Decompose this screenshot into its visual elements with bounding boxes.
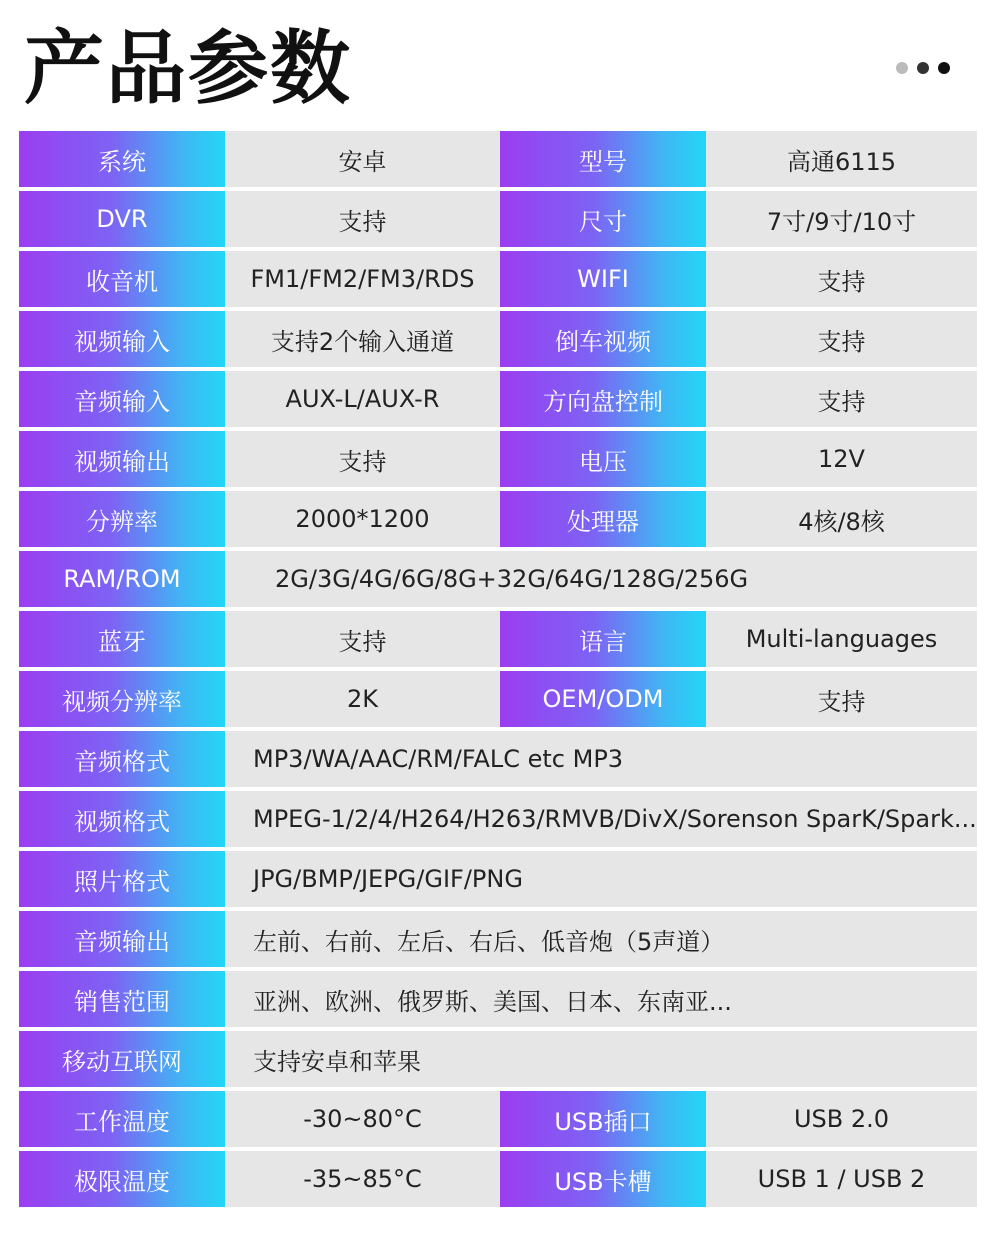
spec-label [19, 911, 225, 967]
spec-value [225, 671, 500, 727]
dot-indicator [917, 62, 929, 74]
spec-row [19, 1091, 977, 1147]
spec-row [19, 431, 977, 487]
spec-label [19, 1151, 225, 1207]
spec-label-text: 音频输入 [74, 387, 170, 416]
spec-value-wide-text: 2G/3G/4G/6G/8G+32G/64G/128G/256G [275, 565, 749, 593]
spec-label-text: 工作温度 [74, 1107, 170, 1136]
spec-label-text: 视频输出 [74, 447, 170, 476]
spec-label-text: 收音机 [86, 267, 158, 296]
spec-label [19, 851, 225, 907]
spec-value [706, 251, 977, 307]
spec-row [19, 311, 977, 367]
spec-label [19, 131, 225, 187]
spec-row [19, 671, 977, 727]
spec-label [500, 311, 706, 367]
spec-value-text: 12V [818, 445, 865, 473]
spec-value [706, 491, 977, 547]
spec-label [500, 1151, 706, 1207]
spec-label-text: 倒车视频 [555, 327, 651, 356]
spec-row [19, 131, 977, 187]
spec-value [225, 491, 500, 547]
spec-label [19, 671, 225, 727]
spec-value-wide [225, 791, 977, 847]
spec-label [500, 1091, 706, 1147]
spec-value-text: 支持2个输入通道 [270, 327, 455, 356]
spec-value-text: 支持 [817, 327, 866, 356]
spec-value [225, 1151, 500, 1207]
spec-label-text: 电压 [579, 447, 627, 476]
spec-label-text: 语言 [579, 627, 627, 656]
spec-row [19, 971, 977, 1027]
spec-value-text: USB 2.0 [793, 1105, 890, 1133]
spec-value [225, 431, 500, 487]
spec-value-text: -35~85°C [303, 1165, 422, 1193]
spec-row [19, 731, 977, 787]
spec-row [19, 251, 977, 307]
spec-value-text: 安卓 [338, 147, 387, 176]
spec-label-text: 尺寸 [579, 207, 627, 236]
spec-value [706, 1151, 977, 1207]
spec-value [225, 131, 500, 187]
spec-label-text: 系统 [98, 147, 146, 176]
spec-label [500, 431, 706, 487]
spec-label [19, 791, 225, 847]
spec-label-text: RAM/ROM [63, 565, 181, 593]
spec-label-text: 照片格式 [74, 867, 170, 896]
spec-value [225, 1091, 500, 1147]
spec-table [19, 131, 977, 1211]
spec-value-text: 支持 [338, 207, 387, 236]
spec-label-text: OEM/ODM [542, 685, 664, 713]
spec-label-text: 音频输出 [74, 927, 170, 956]
spec-value-wide-text: MPEG-1/2/4/H264/H263/RMVB/DivX/Sorenson SparK/Spark... [253, 805, 977, 833]
dot-indicator [896, 62, 908, 74]
spec-value [225, 251, 500, 307]
spec-value-wide-text: 支持安卓和苹果 [253, 1047, 421, 1076]
spec-label [500, 671, 706, 727]
spec-label-text: DVR [96, 205, 148, 233]
spec-value-text: Multi-languages [745, 625, 938, 653]
spec-value-wide-text: 亚洲、欧洲、俄罗斯、美国、日本、东南亚... [253, 987, 732, 1016]
spec-value-wide [225, 551, 977, 607]
spec-value [706, 191, 977, 247]
spec-value [225, 611, 500, 667]
spec-label [19, 551, 225, 607]
spec-label [500, 131, 706, 187]
spec-label [500, 191, 706, 247]
spec-label-text: USB卡槽 [554, 1167, 652, 1196]
spec-row [19, 551, 977, 607]
spec-label [19, 731, 225, 787]
spec-label [500, 611, 706, 667]
spec-row [19, 191, 977, 247]
spec-value-text: 支持 [817, 387, 866, 416]
spec-value-text: 7寸/9寸/10寸 [766, 207, 917, 236]
spec-value-text: 高通6115 [786, 147, 897, 176]
spec-label-text: 蓝牙 [98, 627, 146, 656]
spec-value-text: -30~80°C [303, 1105, 422, 1133]
spec-value [706, 431, 977, 487]
spec-label-text: 极限温度 [74, 1167, 170, 1196]
spec-label [500, 371, 706, 427]
spec-label [19, 1031, 225, 1087]
spec-value-wide [225, 731, 977, 787]
spec-label-text: 音频格式 [74, 747, 170, 776]
spec-row [19, 371, 977, 427]
spec-label-text: 型号 [579, 147, 627, 176]
spec-value-text: AUX-L/AUX-R [285, 385, 440, 413]
spec-value-wide-text: JPG/BMP/JEPG/GIF/PNG [253, 865, 523, 893]
spec-value-text: FM1/FM2/FM3/RDS [250, 265, 475, 293]
spec-label [19, 191, 225, 247]
spec-label [19, 1091, 225, 1147]
spec-value [706, 371, 977, 427]
spec-label [19, 311, 225, 367]
carousel-dots [896, 62, 950, 74]
spec-value [225, 311, 500, 367]
spec-value [225, 371, 500, 427]
spec-label [19, 431, 225, 487]
spec-row [19, 1151, 977, 1207]
spec-row [19, 791, 977, 847]
spec-value [706, 611, 977, 667]
spec-row [19, 1031, 977, 1087]
spec-row [19, 851, 977, 907]
spec-label [19, 251, 225, 307]
spec-label [19, 371, 225, 427]
spec-value-text: 4核/8核 [798, 507, 885, 536]
spec-row [19, 611, 977, 667]
spec-label-text: 销售范围 [74, 987, 170, 1016]
spec-value-text: 支持 [338, 447, 387, 476]
spec-value-wide [225, 971, 977, 1027]
spec-value [706, 671, 977, 727]
spec-value-text: 支持 [338, 627, 387, 656]
spec-label [500, 491, 706, 547]
spec-label-text: 分辨率 [86, 507, 158, 536]
spec-label-text: 移动互联网 [62, 1047, 182, 1076]
dot-indicator [938, 62, 950, 74]
spec-row [19, 491, 977, 547]
spec-value-text: 2K [346, 685, 378, 713]
spec-label-text: 处理器 [567, 507, 639, 536]
spec-label [500, 251, 706, 307]
spec-label-text: 视频输入 [74, 327, 170, 356]
spec-value-text: 支持 [817, 267, 866, 296]
spec-label [19, 491, 225, 547]
spec-value [706, 131, 977, 187]
spec-label-text: 视频格式 [74, 807, 170, 836]
spec-value-wide-text: 左前、右前、左后、右后、低音炮（5声道） [253, 927, 725, 956]
spec-value-wide [225, 851, 977, 907]
spec-value [225, 191, 500, 247]
spec-label-text: USB插口 [554, 1107, 652, 1136]
spec-value-wide [225, 1031, 977, 1087]
page-title: 产品参数 [24, 22, 352, 115]
spec-label [19, 971, 225, 1027]
spec-value-text: 支持 [817, 687, 866, 716]
spec-value-text: 2000*1200 [295, 505, 430, 533]
spec-row [19, 911, 977, 967]
spec-value [706, 311, 977, 367]
spec-value [706, 1091, 977, 1147]
spec-value-wide-text: MP3/WA/AAC/RM/FALC etc MP3 [253, 745, 624, 773]
spec-label-text: 视频分辨率 [62, 687, 182, 716]
spec-value-text: USB 1 / USB 2 [757, 1165, 926, 1193]
spec-label [19, 611, 225, 667]
spec-label-text: WIFI [577, 265, 629, 293]
spec-value-wide [225, 911, 977, 967]
spec-label-text: 方向盘控制 [543, 387, 663, 416]
